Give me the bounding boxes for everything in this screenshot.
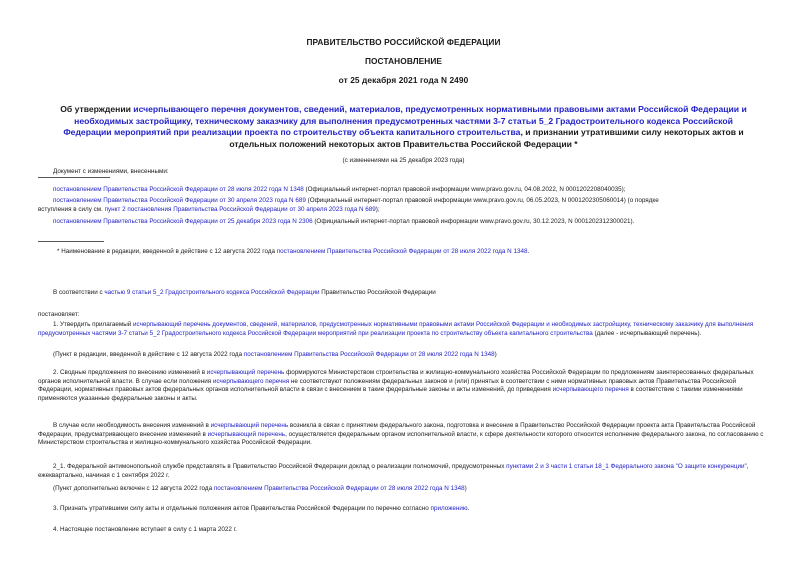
amendment-text: (Официальный интернет-портал правовой информации www.pravo.gov.ru, 30.12.2023, N 0001202312300021). — [312, 218, 635, 225]
footnote-text: * Наименование в редакции, введенной в действие с 12 августа 2022 года — [57, 248, 277, 255]
p3b-text: . — [467, 505, 470, 512]
amendment-text: (Официальный интернет-портал правовой информации www.pravo.gov.ru, 04.08.2022, N 0001202208040035); — [303, 186, 626, 193]
paragraph-2 — [38, 369, 770, 403]
document-title — [50, 104, 757, 150]
p1-prefix: 1. Утвердить прилагаемый — [53, 321, 134, 328]
p3-text: В случае если необходимость внесения изменений в — [53, 422, 211, 429]
paragraph-2-b — [38, 422, 770, 448]
amendment-text: ); — [375, 206, 380, 213]
p2-list-link[interactable]: исчерпывающий перечень — [206, 369, 285, 376]
title-prefix: Об утверждении — [60, 104, 134, 114]
amendment-item — [38, 206, 380, 214]
p1-list-link[interactable]: исчерпывающий перечень документов, сведений, материалов, предусмотренных нормативными правовыми актами Российской Федерации и необходимых застройщику, техническому заказчику для выполнения предусмотренных частями 3-7 статьи 5_2 Градостроительного кодекса Российской Федерации мероприятий при реализации проекта по строительству объекта капитального строительства — [38, 321, 754, 337]
appendix-link[interactable]: приложению — [430, 505, 468, 512]
footnote-divider — [38, 241, 104, 242]
paragraph-4: 4. Настоящее постановление вступает в силу с 1 марта 2022 г. — [53, 526, 237, 533]
p2-1-text: 2_1. Федеральной антимонопольной службе представлять в Правительство Российской Федерации доклад о реализации полномочий, предусмотренных — [53, 463, 507, 470]
title-list-link[interactable]: исчерпывающего перечня документов, сведений, материалов, предусмотренных нормативными правовыми актами Российской Федерации и необходимых застройщику, техническому заказчику для выполнения предусмотренных частями 3-7 статьи 5_2 Градостроительного кодекса Российской Федерации мероприятий при реализации проекта по строительству объекта капитального строительства — [63, 104, 747, 137]
paragraph-1 — [38, 321, 770, 338]
p3-text: возникла в связи с принятием федерального закона, подготовка и внесение в Правительство Российской Федерации проекта акта Правительства Российской Федерации, предусматривающего внесение изменений в — [38, 422, 756, 438]
p2-text: в соответствие с такими изменениями применяются указанные федеральные законы и акты. — [38, 386, 743, 402]
p3b-text: 3. Признать утратившими силу акты и отдельные положения актов Правительства Российской Федерации по перечню согласно — [53, 505, 431, 512]
p3-list-link[interactable]: исчерпывающий перечень — [210, 422, 289, 429]
amendment-link[interactable]: постановлением Правительства Российской Федерации от 25 декабря 2023 года N 2306 — [53, 218, 313, 225]
p2-1-note-text: (Пункт дополнительно включен с 12 августа 2022 года — [53, 485, 214, 492]
resolves-text: постановляет: — [38, 311, 80, 318]
title-suffix: , и признании утратившими силу некоторых актов и отдельных положений некоторых актов Правительства Российской Федерации * — [229, 127, 744, 149]
p2-1-text: , ежеквартально, начиная с 1 сентября 2022 г. — [38, 463, 749, 479]
p1-note — [53, 351, 497, 359]
footnote-end: . — [527, 248, 530, 255]
preamble-link[interactable]: частью 9 статьи 5_2 Градостроительного кодекса Российской Федерации — [104, 289, 320, 296]
p2-text: 2. Сводные предложения по внесению изменений в — [53, 369, 207, 376]
amendment-item — [53, 197, 659, 205]
p2-1-note-link[interactable]: постановлением Правительства Российской Федерации от 28 июля 2022 года N 1348 — [213, 485, 465, 492]
p2-list-link[interactable]: исчерпывающего перечня — [212, 377, 290, 385]
revision-note: (с изменениями на 25 декабря 2023 года) — [342, 157, 465, 164]
preamble — [53, 289, 436, 297]
paragraph-3 — [53, 505, 469, 513]
p2-1-note — [53, 485, 467, 493]
p1-suffix: (далее - исчерпывающий перечень). — [592, 329, 702, 337]
amendment-link[interactable]: пункт 2 постановления Правительства Российской Федерации от 30 апреля 2023 года N 689 — [104, 206, 376, 213]
preamble-suffix: Правительство Российской Федерации — [319, 289, 436, 296]
footnote-link[interactable]: постановлением Правительства Российской Федерации от 28 июля 2022 года N 1348 — [276, 248, 528, 255]
amendment-link[interactable]: постановлением Правительства Российской Федерации от 28 июля 2022 года N 1348 — [53, 186, 304, 193]
footnote — [57, 248, 529, 256]
amendment-item — [53, 186, 626, 194]
amendment-item — [53, 218, 634, 226]
p2-text: не соответствуют положениям федеральных законов и (или) принятых в соответствии с ними нормативных правовых актов Правительства Российской Федерации, нормативных правовых актов федеральных органов исполнительной власти в связи с внесением в такие федеральные законы и акты изменений, до приведения — [38, 377, 737, 394]
amendment-link[interactable]: постановлением Правительства Российской Федерации от 30 апреля 2023 года N 689 — [53, 197, 306, 204]
amendments-intro: Документ с изменениями, внесенными: — [53, 168, 169, 175]
p1-note-text: (Пункт в редакции, введенной в действие с 12 августа 2022 года — [53, 351, 244, 358]
p2-1-note-end: ) — [464, 485, 467, 492]
p2-1-law-link[interactable]: пунктами 2 и 3 части 1 статьи 18_1 Федерального закона "О защите конкуренции" — [506, 463, 747, 470]
p2-list-link[interactable]: исчерпывающего перечня — [552, 386, 629, 394]
p2-text: формируются Министерством строительства и жилищно-коммунального хозяйства Российской Федерации по предложениям заинтересованных федеральных органов исполнительной власти. В случае если положения — [38, 369, 754, 385]
p1-note-end: ) — [494, 351, 497, 358]
doc-type-heading: ПОСТАНОВЛЕНИЕ — [364, 56, 443, 66]
amendment-prefix: вступления в силу см. — [38, 206, 105, 213]
p3-list-link[interactable]: исчерпывающий перечень — [207, 430, 286, 438]
date-number-heading: от 25 декабря 2021 года N 2490 — [338, 75, 469, 85]
amendment-text: (Официальный интернет-портал правовой информации www.pravo.gov.ru, 06.05.2023, N 0001202305060014) (о порядке — [305, 197, 659, 204]
preamble-prefix: В соответствии с — [53, 289, 105, 296]
paragraph-2-1 — [38, 463, 770, 480]
government-heading: ПРАВИТЕЛЬСТВО РОССИЙСКОЙ ФЕДЕРАЦИИ — [306, 37, 501, 47]
p1-note-link[interactable]: постановлением Правительства Российской Федерации от 28 июля 2022 года N 1348 — [243, 351, 495, 358]
p3-text: , осуществляется федеральным органом исполнительной власти, к сфере деятельности которого относится исполнение федерального закона, по согласованию с Министерством строительства и жилищно-коммунального хозяйства Российской Федерации. — [38, 430, 764, 447]
divider — [38, 177, 110, 178]
